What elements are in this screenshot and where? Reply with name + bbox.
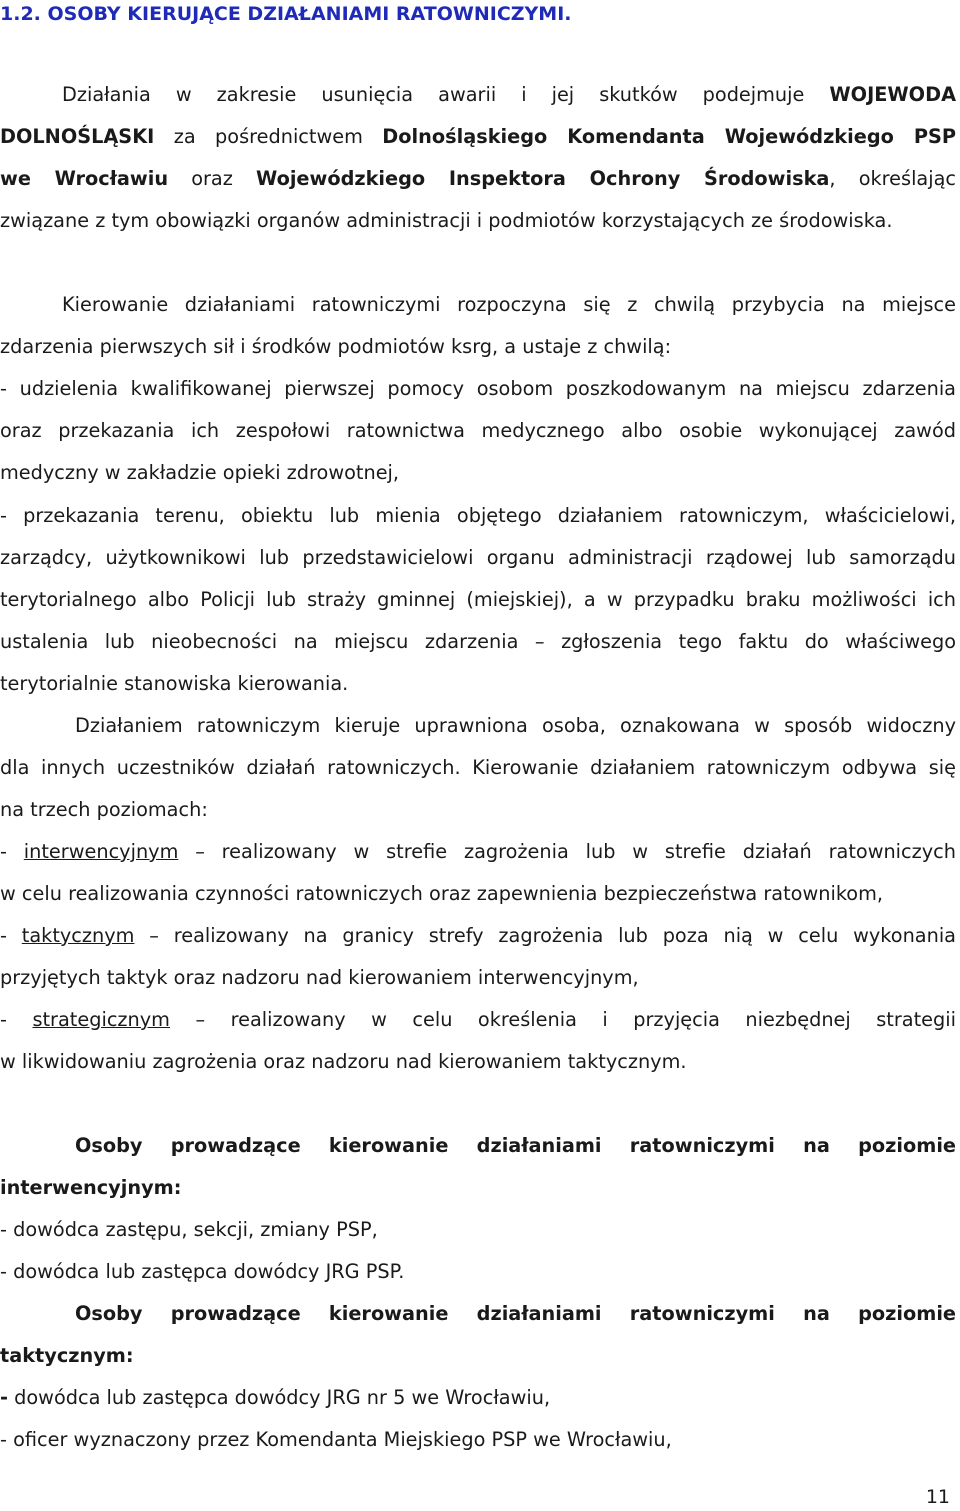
section-taktyczny-heading-line-2 [0,1335,956,1377]
section-heading: 1.2. OSOBY KIERUJĄCE DZIAŁANIAMI RATOWNICZYMI. [0,3,572,25]
page-number: 11 [925,1486,950,1508]
paragraph-2-line-7: zarządcy, użytkownikowi lub przedstawicielowi organu administracji rządowej lub samorządu [0,546,956,569]
bold-text-wroclaw: we Wrocławiu [0,167,169,190]
text-span: oraz [168,167,256,190]
list-item: - oficer wyznaczony przez Komendanta Miejskiego PSP we Wrocławiu, [0,1428,672,1451]
paragraph-3-line-2: dla innych uczestników działań ratowniczych. Kierowanie działaniem ratowniczym odbywa się [0,756,956,779]
text-span: dowódca lub zastępca dowódcy JRG nr 5 we Wrocławiu, [8,1386,551,1409]
section-interwencyjny-heading-line-1 [0,1125,956,1167]
paragraph-3-line-4 [0,831,956,873]
bold-dash: - [0,1386,9,1409]
paragraph-2-line-4: oraz przekazania ich zespołowi ratownictwa medycznego albo osobie wykonującej zawód [0,419,956,442]
bold-text-komendant: Dolnośląskiego Komendanta Wojewódzkiego PSP [382,125,956,148]
list-item: - dowódca lub zastępca dowódcy JRG PSP. [0,1260,405,1283]
paragraph-2-line-9: ustalenia lub nieobecności na miejscu zdarzenia – zgłoszenia tego faktu do właściwego [0,630,956,653]
dash-span: - [0,924,22,947]
paragraph-2-line-1: Kierowanie działaniami ratowniczymi rozpoczyna się z chwilą przybycia na miejsce [62,293,956,316]
paragraph-1-line-2 [0,116,956,158]
text-span: – realizowany w strefie zagrożenia lub w strefie działań ratowniczych [178,840,956,863]
paragraph-3-line-6 [0,915,956,957]
dash-span: - [0,1008,33,1031]
text-span: – realizowany na granicy strefy zagrożenia lub poza nią w celu wykonania [134,924,956,947]
paragraph-2-line-2: zdarzenia pierwszych sił i środków podmiotów ksrg, a ustaje z chwilą: [0,335,672,358]
section-taktyczny-heading-line-1 [0,1293,956,1335]
text-span: za pośrednictwem [154,125,383,148]
bold-text: taktycznym: [0,1344,134,1367]
paragraph-3-line-3: na trzech poziomach: [0,798,208,821]
paragraph-3-line-5: w celu realizowania czynności ratowniczych oraz zapewnienia bezpieczeństwa ratownikom, [0,882,884,905]
underlined-term-strategicznym: strategicznym [32,1008,170,1031]
underlined-term-taktycznym: taktycznym [21,924,135,947]
bold-text-dolnoslaski: DOLNOŚLĄSKI [0,125,155,148]
bold-text: Osoby prowadzące kierowanie działaniami ratowniczymi na poziomie [75,1134,956,1157]
paragraph-2-line-3: - udzielenia kwalifikowanej pierwszej pomocy osobom poszkodowanym na miejscu zdarzenia [0,377,956,400]
dash-span: - [0,840,24,863]
paragraph-2-line-10: terytorialnie stanowiska kierowania. [0,672,349,695]
bold-text-wojewoda: WOJEWODA [829,83,956,106]
paragraph-1-line-3 [0,158,956,200]
bold-text: interwencyjnym: [0,1176,182,1199]
underlined-term-interwencyjnym: interwencyjnym [23,840,179,863]
text-span: – realizowany w celu określenia i przyjęcia niezbędnej strategii [169,1008,956,1031]
paragraph-3-line-7: przyjętych taktyk oraz nadzoru nad kierowaniem interwencyjnym, [0,966,639,989]
paragraph-1-line-1 [0,74,956,116]
text-span: Działania w zakresie usunięcia awarii i jej skutków podejmuje [62,83,830,106]
bold-text-inspektor: Wojewódzkiego Inspektora Ochrony Środowiska [256,167,830,190]
text-span: , określając [829,167,956,190]
paragraph-2-line-8: terytorialnego albo Policji lub straży gminnej (miejskiej), a w przypadku braku możliwości ich [0,588,956,611]
paragraph-2-line-5: medyczny w zakładzie opieki zdrowotnej, [0,461,400,484]
list-item [0,1377,956,1419]
paragraph-2-line-6: - przekazania terenu, obiektu lub mienia objętego działaniem ratowniczym, właścicielowi, [0,504,956,527]
bold-text: Osoby prowadzące kierowanie działaniami ratowniczymi na poziomie [75,1302,956,1325]
section-interwencyjny-heading-line-2 [0,1167,956,1209]
paragraph-3-line-9: w likwidowaniu zagrożenia oraz nadzoru nad kierowaniem taktycznym. [0,1050,687,1073]
list-item: - dowódca zastępu, sekcji, zmiany PSP, [0,1218,378,1241]
paragraph-3-line-1: Działaniem ratowniczym kieruje uprawniona osoba, oznakowana w sposób widoczny [75,714,956,737]
paragraph-3-line-8 [0,999,956,1041]
paragraph-1-line-4: związane z tym obowiązki organów administracji i podmiotów korzystających ze środowiska. [0,209,893,232]
